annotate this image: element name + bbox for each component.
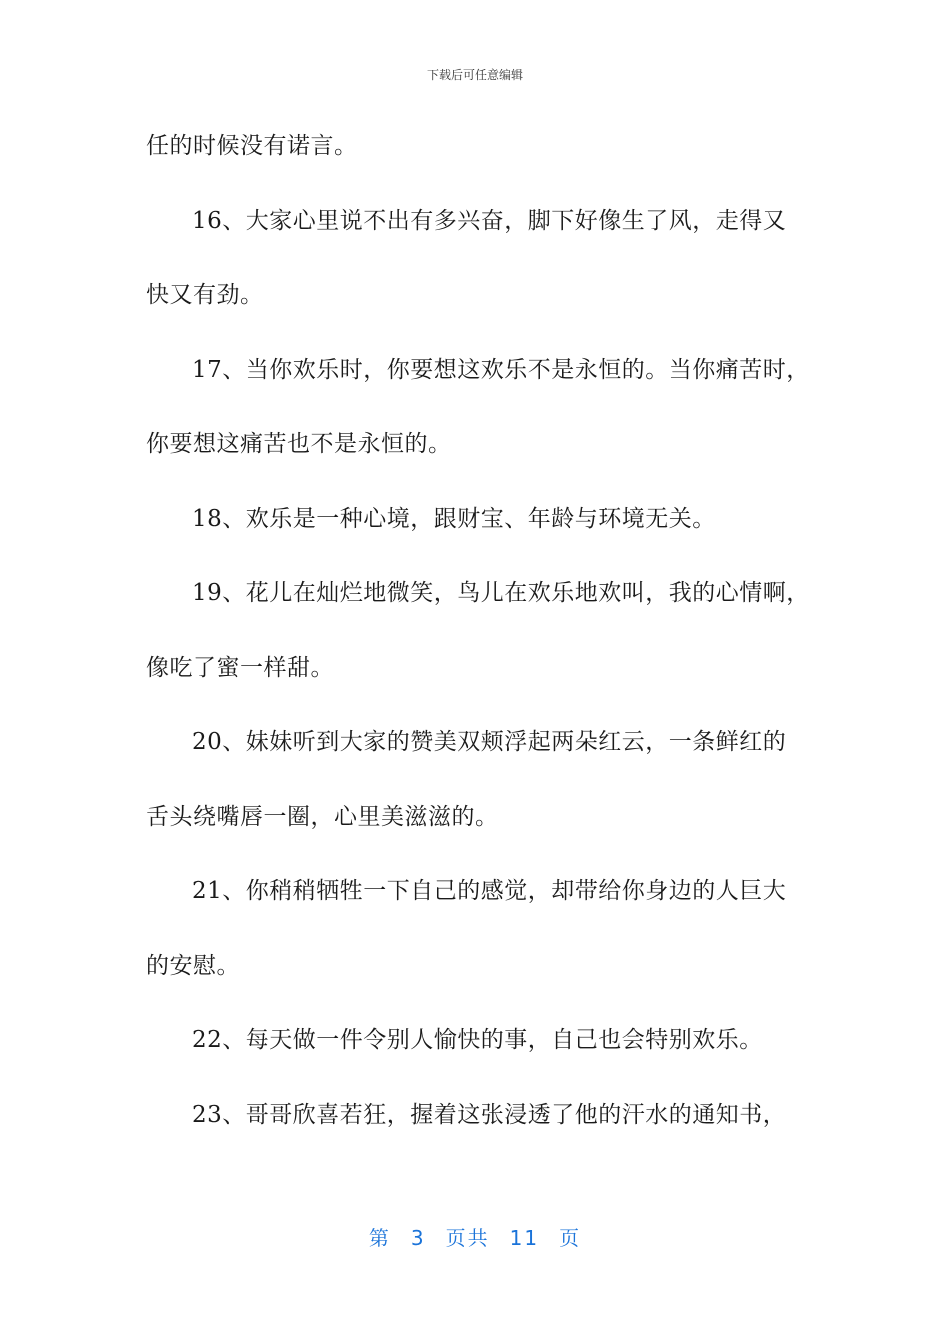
text-line-13: 22、每天做一件令别人愉快的事，自己也会特别欢乐。	[192, 1027, 763, 1053]
text-line-7: 19、花儿在灿烂地微笑，鸟儿在欢乐地欢叫，我的心情啊，	[192, 580, 810, 606]
text-line-2: 16、大家心里说不出有多兴奋，脚下好像生了风，走得又	[192, 207, 787, 234]
text-line-10: 舌头绕嘴唇一圈，心里美滋滋的。	[146, 803, 499, 830]
text-line-4: 17、当你欢乐时，你要想这欢乐不是永恒的。当你痛苦时，	[192, 356, 810, 383]
footer-middle: 页共	[445, 1226, 490, 1250]
text-line-11: 21、你稍稍牺牲一下自己的感觉，却带给你身边的人巨大	[192, 878, 787, 904]
text-line-3: 快又有劲。	[146, 282, 264, 308]
page-footer	[0, 1222, 950, 1251]
footer-prefix: 第	[368, 1226, 391, 1250]
text-line-9: 20、妹妹听到大家的赞美双颊浮起两朵红云，一条鲜红的	[192, 729, 787, 755]
text-line-1: 任的时候没有诺言。	[146, 133, 358, 159]
footer-current-page: 3	[410, 1226, 426, 1250]
header-note: 下载后可任意编辑	[426, 68, 523, 82]
text-line-5: 你要想这痛苦也不是永恒的。	[146, 431, 452, 457]
footer-total-pages: 11	[509, 1226, 540, 1250]
text-line-14: 23、哥哥欣喜若狂，握着这张浸透了他的汗水的通知书，	[192, 1101, 787, 1128]
text-line-12: 的安慰。	[146, 952, 240, 979]
document-body	[146, 128, 810, 1171]
text-line-8: 像吃了蜜一样甜。	[146, 654, 334, 681]
footer-suffix: 页	[559, 1226, 582, 1250]
text-line-6: 18、欢乐是一种心境，跟财宝、年龄与环境无关。	[192, 505, 716, 532]
